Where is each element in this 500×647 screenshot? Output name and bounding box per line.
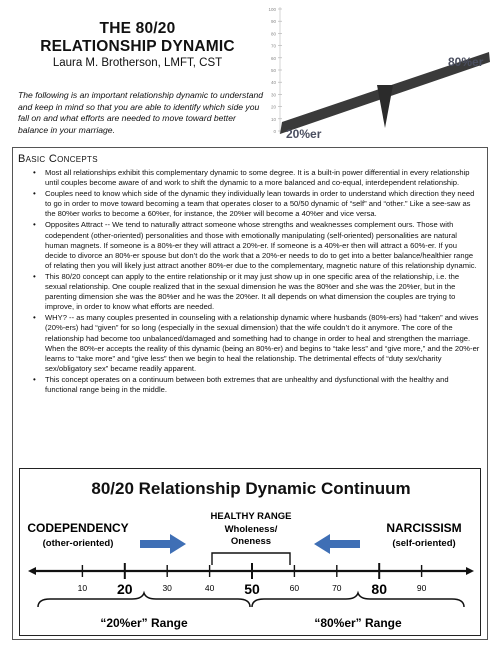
seesaw-tick-label: 20 <box>270 104 276 110</box>
continuum-tick-label: 70 <box>332 583 342 593</box>
seesaw-tick-label: 80 <box>270 31 276 37</box>
list-item: • This 80/20 concept can apply to the entire relationship or it may just show up in one specific area of the relationship, i.e. the sexual relationship. One couple realized that in the sexual dimension he was the 80%er and she was the 20%er, but in the parenting dimension she was the 80%er and he was the 20%er. It all depends on what dimension the couples are trying to improve, in order to know what efforts are needed. <box>33 272 481 312</box>
list-item: • Most all relationships exhibit this complementary dynamic to some degree. It is a built-in power differential in every relationship until couples become aware of and work to shift the dynamic to a more balanced and co-equal, interdependent relationship. <box>33 168 481 188</box>
narcissism-sub: (self-oriented) <box>392 538 456 549</box>
left-end-arrow-icon <box>28 567 36 575</box>
continuum-tick-label: 50 <box>244 581 260 597</box>
continuum-tick-label: 90 <box>416 583 427 593</box>
continuum-tick-label: 20 <box>117 581 133 597</box>
right-range-brace <box>252 593 464 607</box>
label-80-er: 80%er <box>448 55 484 69</box>
left-range-brace <box>38 593 250 607</box>
narcissism-label: NARCISSISM <box>386 521 462 535</box>
left-arrow-icon <box>314 534 360 554</box>
seesaw-tick-label: 40 <box>270 80 276 86</box>
codependency-label: CODEPENDENCY <box>27 521 129 535</box>
seesaw-fulcrum <box>377 85 393 128</box>
list-item: • Opposites Attract -- We tend to naturally attract someone whose strengths and weaknesses complement ours. Those with codependent (other-oriented) personalities and those with emotionally manipulating (self-oriented) personalities are natural human magnets. If someone is a 80%-er they will attract a 20%-er. If someone is a 40%-er then will attract a 60%-er. If you decide to divorce an 80%-er spouse but don’t do the work that a 20%-er needs to do to get into a better balance/healthier range of relating then you will likely just attract another 80%-er due to the complementary, magnetic nature of this relationship dynamic. <box>33 220 481 270</box>
healthy-line-2: Oneness <box>230 536 272 547</box>
right-end-arrow-icon <box>466 567 474 575</box>
list-item: • This concept operates on a continuum between both extremes that are unhealthy and dysfunctional with the healthy and functional range being in the middle. <box>33 375 481 395</box>
continuum-ticks <box>78 563 427 597</box>
label-20-er: 20%er <box>286 127 322 141</box>
document-title <box>10 20 265 56</box>
author-line: Laura M. Brotherson, LMFT, CST <box>52 57 223 69</box>
range-20-label: “20%er” Range <box>100 616 188 630</box>
seesaw-tick-label: 90 <box>270 19 276 25</box>
continuum-tick-label: 80 <box>371 581 387 597</box>
right-arrow-icon <box>140 534 186 554</box>
continuum-diagram <box>19 468 481 636</box>
seesaw-tick-label: 30 <box>270 92 276 98</box>
title-line-2: RELATIONSHIP DYNAMIC <box>40 38 235 55</box>
continuum-title: 80/20 Relationship Dynamic Continuum <box>91 479 411 498</box>
seesaw-tick-label: 10 <box>270 116 276 122</box>
concepts-heading: Basic Concepts <box>18 153 98 165</box>
healthy-range-title: HEALTHY RANGE <box>210 511 292 522</box>
continuum-tick-label: 40 <box>204 583 215 593</box>
seesaw-figure <box>268 2 498 147</box>
concepts-list <box>33 168 481 396</box>
codependency-sub: (other-oriented) <box>42 538 114 549</box>
healthy-line-1: Wholeness/ <box>224 524 278 535</box>
title-line-1: THE 80/20 <box>99 20 176 37</box>
range-80-label: “80%er” Range <box>314 616 402 630</box>
list-item: • Couples need to know which side of the dynamic they individually lean towards in order to understand which direction they need to go in order to move toward becoming a team that operates closer to a 50/50 dynamic of “self” and “other.” Like a see-saw as the 80%er works to become a 60%er, for instance, the 20%er will become a 40%er and vice versa. <box>33 189 481 219</box>
seesaw-tick-label: 50 <box>270 68 276 73</box>
intro-paragraph: The following is an important relationship dynamic to understand and keep in mind so that you are able to identify which side you fall on and what efforts are needed to move toward better balance in your marriage. <box>18 90 264 135</box>
seesaw-tick-label: 60 <box>270 55 276 61</box>
continuum-tick-label: 60 <box>289 583 300 593</box>
seesaw-tick-label: 70 <box>270 43 276 49</box>
continuum-tick-label: 10 <box>77 583 88 593</box>
seesaw-tick-label: 100 <box>268 7 276 12</box>
continuum-tick-label: 30 <box>162 583 172 593</box>
seesaw-tick-label: 0 <box>273 129 276 134</box>
list-item: • WHY? -- as many couples presented in counseling with a relationship dynamic where husbands (80%-ers) had “taken” and wives (20%-ers) had “given” for so long (especially in the sexual dimension) that the wife couldn’t do it anymore. The core of the relationship had become too unbalanced/damaged and something had to change in order to heal and strengthen the marriage. When the 80%-er accepts the reality of this dynamic (being an 80%-er) and begins to “take less” and “give more,” and the 20%-er learns to “take more” and “give less” then we begin to heal the relationship. The detrimental effects of “duty sex/charity sex/obligatory sex” became readily apparent. <box>33 313 481 374</box>
